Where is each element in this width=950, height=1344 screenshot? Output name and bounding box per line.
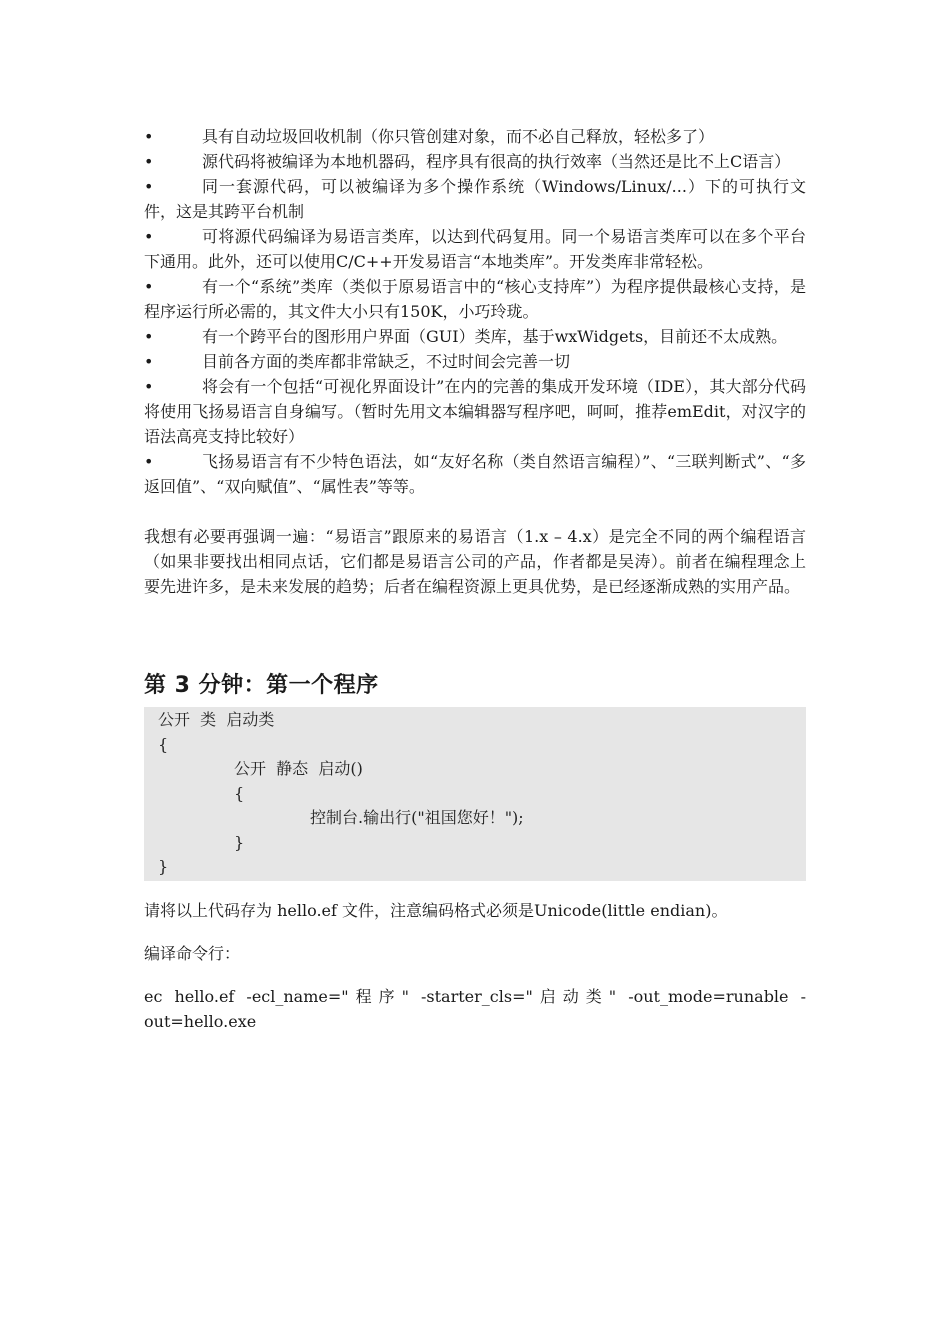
code-line: { xyxy=(158,734,169,754)
save-note: 请将以上代码存为 hello.ef 文件，注意编码格式必须是Unicode(little endian)。 xyxy=(144,900,728,920)
list-item xyxy=(144,349,806,374)
compile-command: ec hello.ef -ecl_name="程序" -starter_cls="启动类" -out_mode=runable -out=hello.exe xyxy=(144,986,806,1031)
bullet-icon: • xyxy=(144,127,154,146)
list-item-text: 可将源代码编译为易语言类库，以达到代码复用。同一个易语言类库可以在多个平台下通用。此外，还可以使用C/C++开发易语言“本地类库”。开发类库非常轻松。 xyxy=(144,227,806,271)
bullet-icon: • xyxy=(144,377,154,396)
bullet-icon: • xyxy=(144,452,154,471)
list-item xyxy=(144,174,806,224)
emphasis-paragraph: 我想有必要再强调一遍：“易语言”跟原来的易语言（1.x – 4.x）是完全不同的两个编程语言（如果非要找出相同点话，它们都是易语言公司的产品，作者都是吴涛）。前者在编程理念上要先进许多，是未来发展的趋势；后者在编程资源上更具优势，是已经逐渐成熟的实用产品。 xyxy=(144,527,806,596)
list-item xyxy=(144,324,806,349)
compile-label: 编译命令行： xyxy=(144,943,241,963)
code-line: 控制台.输出行("祖国您好！"); xyxy=(310,808,524,827)
section-title: 第 3 分钟：第一个程序 xyxy=(144,673,379,698)
list-item-text: 同一套源代码，可以被编译为多个操作系统（Windows/Linux/...）下的可执行文件，这是其跨平台机制 xyxy=(144,177,806,221)
bullet-icon: • xyxy=(144,352,154,371)
list-item-text: 有一个“系统”类库（类似于原易语言中的“核心支持库”）为程序提供最核心支持，是程序运行所必需的，其文件大小只有150K，小巧玲珑。 xyxy=(144,277,806,321)
list-item-text: 具有自动垃圾回收机制（你只管创建对象，而不必自己释放，轻松多了） xyxy=(202,127,715,146)
list-item-text: 飞扬易语言有不少特色语法，如“友好名称（类自然语言编程）”、“三联判断式”、“多返回值”、“双向赋值”、“属性表”等等。 xyxy=(144,452,806,496)
list-item-text: 有一个跨平台的图形用户界面（GUI）类库，基于wxWidgets，目前还不太成熟。 xyxy=(202,327,788,346)
list-item xyxy=(144,274,806,324)
bullet-icon: • xyxy=(144,177,154,196)
bullet-icon: • xyxy=(144,277,154,296)
code-block xyxy=(144,707,806,881)
bullet-icon: • xyxy=(144,152,154,171)
code-line: { xyxy=(234,783,245,803)
feature-list xyxy=(144,124,806,499)
list-item-text: 将会有一个包括“可视化界面设计”在内的完善的集成开发环境（IDE），其大部分代码将使用飞扬易语言自身编写。（暂时先用文本编辑器写程序吧，呵呵，推荐emEdit，对汉字的语法高亮支持比较好） xyxy=(144,377,806,446)
bullet-icon: • xyxy=(144,327,154,346)
code-line: 公开 静态 启动() xyxy=(234,759,363,778)
code-line: 公开 类 启动类 xyxy=(158,710,275,729)
list-item xyxy=(144,224,806,274)
list-item-text: 目前各方面的类库都非常缺乏，不过时间会完善一切 xyxy=(202,352,571,371)
list-item xyxy=(144,124,806,149)
list-item xyxy=(144,374,806,449)
list-item xyxy=(144,149,806,174)
bullet-icon: • xyxy=(144,227,154,246)
document-page xyxy=(144,124,806,1034)
code-line: } xyxy=(158,857,169,876)
code-line: } xyxy=(234,832,245,852)
list-item-text: 源代码将被编译为本地机器码，程序具有很高的执行效率（当然还是比不上C语言） xyxy=(202,152,791,171)
list-item xyxy=(144,449,806,499)
